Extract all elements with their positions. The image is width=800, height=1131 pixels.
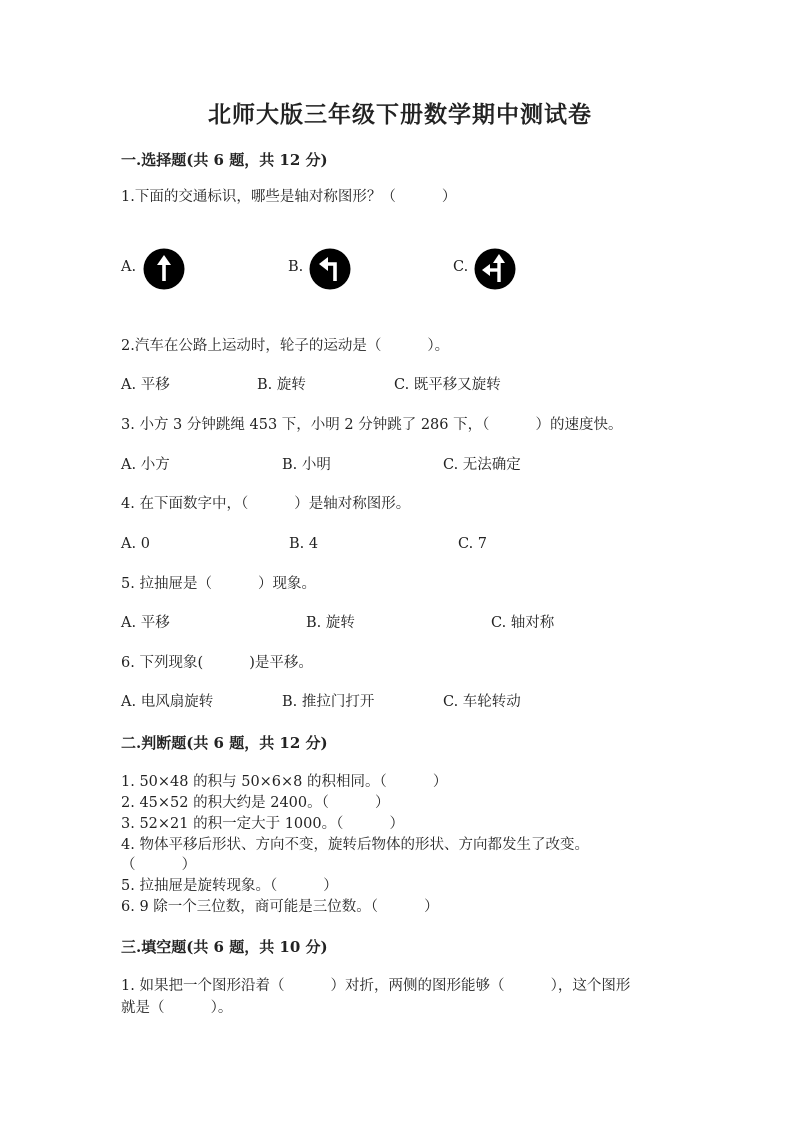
option-b-label: B.: [288, 259, 304, 275]
q3-option-a: A. 小方: [121, 457, 170, 473]
page-title: 北师大版三年级下册数学期中测试卷: [208, 101, 592, 128]
option-c-label: C.: [453, 259, 469, 275]
q4-option-c: C. 7: [458, 536, 488, 552]
q6-option-c: C. 车轮转动: [443, 694, 521, 710]
option-a-label: A.: [121, 259, 137, 275]
question-3: 3. 小方 3 分钟跳绳 453 下，小明 2 分钟跳了 286 下，（ ）的速度快。: [121, 417, 623, 433]
q5-option-a: A. 平移: [121, 615, 170, 631]
q4-option-b: B. 4: [289, 536, 319, 552]
question-6: 6. 下列现象( )是平移。: [121, 655, 313, 671]
question-1: 1.下面的交通标识，哪些是轴对称图形？（ ）: [121, 189, 457, 205]
judgement-line-6: 6. 9 除一个三位数，商可能是三位数。（ ）: [121, 899, 439, 915]
q5-option-b: B. 旋转: [306, 615, 355, 631]
q2-option-a: A. 平移: [121, 377, 170, 393]
section-heading-choice: 一.选择题(共 6 题，共 12 分): [121, 151, 328, 169]
fill-in-line-1: 1. 如果把一个图形沿着（ ）对折，两侧的图形能够（ ），这个图形: [121, 978, 631, 994]
q3-option-c: C. 无法确定: [443, 457, 521, 473]
judgement-line-2: 2. 45×52 的积大约是 2400。（ ）: [121, 795, 390, 811]
judgement-line-3: 3. 52×21 的积一定大于 1000。（ ）: [121, 816, 404, 832]
question-2: 2.汽车在公路上运动时，轮子的运动是（ ）。: [121, 338, 450, 354]
arrow-straight-or-left-sign-icon: [474, 248, 516, 290]
section-heading-judgement: 二.判断题(共 6 题，共 12 分): [121, 734, 328, 752]
section-heading-fill-in: 三.填空题(共 6 题，共 10 分): [121, 938, 328, 956]
q6-option-a: A. 电风扇旋转: [121, 694, 214, 710]
question-4: 4. 在下面数字中，（ ）是轴对称图形。: [121, 496, 411, 512]
judgement-line-5: 5. 拉抽屉是旋转现象。（ ）: [121, 878, 338, 894]
q4-option-a: A. 0: [121, 536, 150, 552]
judgement-line-1: 1. 50×48 的积与 50×6×8 的积相同。（ ）: [121, 774, 448, 790]
arrow-straight-sign-icon: [143, 248, 185, 290]
q2-option-c: C. 既平移又旋转: [394, 377, 501, 393]
q3-option-b: B. 小明: [282, 457, 331, 473]
judgement-line-4-blank: （ ）: [121, 857, 197, 873]
q2-option-b: B. 旋转: [257, 377, 306, 393]
q5-option-c: C. 轴对称: [491, 615, 555, 631]
question-5: 5. 拉抽屉是（ ）现象。: [121, 576, 317, 592]
judgement-line-4: 4. 物体平移后形状、方向不变，旋转后物体的形状、方向都发生了改变。: [121, 837, 589, 853]
fill-in-line-2: 就是（ ）。: [121, 1000, 233, 1016]
arrow-turn-left-sign-icon: [309, 248, 351, 290]
q6-option-b: B. 推拉门打开: [282, 694, 375, 710]
